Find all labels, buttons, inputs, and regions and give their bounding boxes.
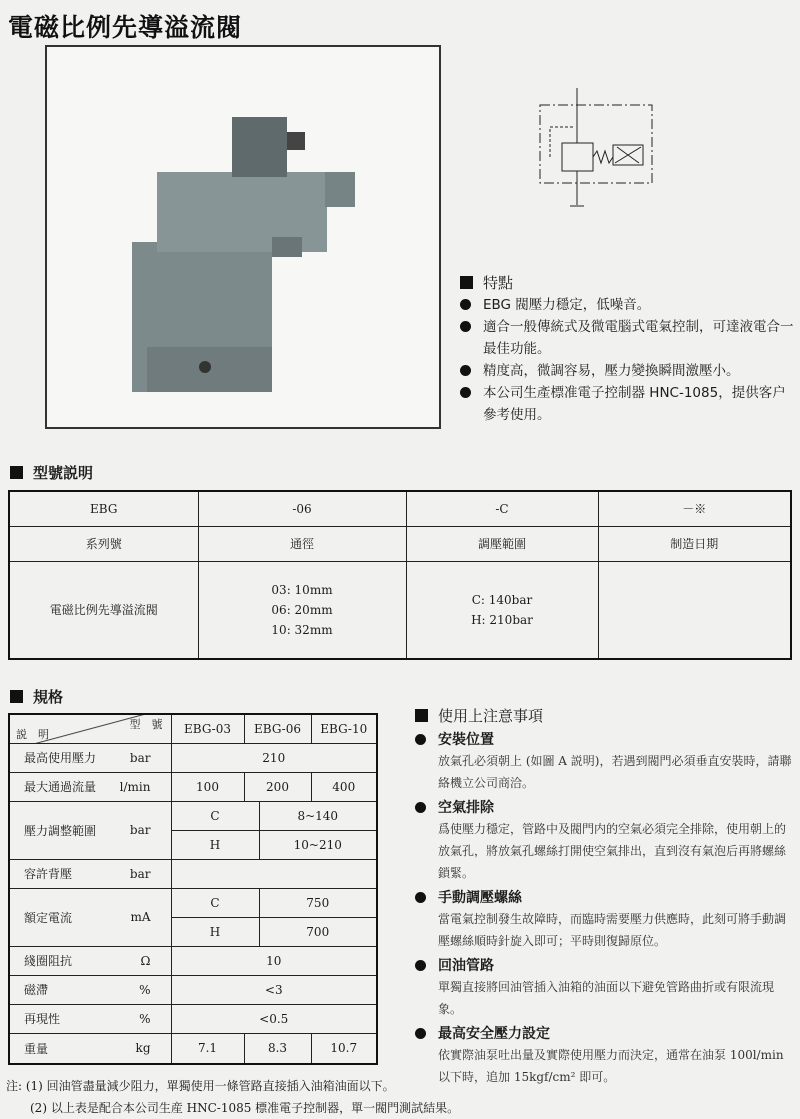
square-bullet-icon xyxy=(10,690,23,703)
cautions-heading: 使用上注意事項 xyxy=(438,707,544,725)
value-cell: 8.3 xyxy=(244,1033,311,1064)
model-header: EBG-03 xyxy=(171,714,244,743)
value-cell: 7.1 xyxy=(171,1033,244,1064)
value-cell xyxy=(171,859,377,888)
desc-cell: 電磁比例先導溢流閥 xyxy=(9,561,198,659)
hydraulic-symbol xyxy=(535,85,660,210)
caution-text: 爲使壓力穩定，管路中及閥門内的空氣必須完全排除，使用朝上的放氣孔，將放氣孔螺絲打開使空氣排出，直到沒有氣泡后再將螺絲鎖緊。 xyxy=(438,822,787,880)
square-bullet-icon xyxy=(10,466,23,479)
code-cell: EBG xyxy=(9,491,198,526)
value-cell: 10.7 xyxy=(311,1033,377,1064)
note-item: (2) 以上表是配合本公司生産 HNC-1085 標准電子控制器，單一閥門測試結果。 xyxy=(30,1101,460,1115)
value-cell: H xyxy=(171,917,259,946)
row-label: 磁滯 xyxy=(9,975,119,1004)
value-cell: 10~210 xyxy=(259,830,377,859)
code-cell: -06 xyxy=(198,491,406,526)
value-cell: 8~140 xyxy=(259,801,377,830)
product-photo xyxy=(45,45,441,429)
sizes-cell: 03: 10mm 06: 20mm 10: 32mm xyxy=(198,561,406,659)
row-unit: kg xyxy=(119,1033,171,1064)
feature-item: 本公司生產標准電子控制器 HNC-1085，提供客户參考使用。 xyxy=(483,385,786,423)
row-label: 再現性 xyxy=(9,1004,119,1033)
square-bullet-icon xyxy=(415,709,428,722)
note-item: 注: (1) 回油管盡量減少阻力，單獨使用一條管路直接插入油箱油面以下。 xyxy=(6,1079,395,1093)
ranges-cell: C: 140bar H: 210bar xyxy=(406,561,598,659)
date-cell xyxy=(598,561,791,659)
spec-heading: 規格 xyxy=(10,686,63,707)
value-cell: 210 xyxy=(171,743,377,772)
value-cell: C xyxy=(171,801,259,830)
row-label: 額定電流 xyxy=(9,888,119,946)
row-unit: % xyxy=(119,975,171,1004)
label-cell: 制造日期 xyxy=(598,526,791,561)
bullet-icon xyxy=(415,734,426,745)
model-table xyxy=(8,490,792,660)
features-section xyxy=(460,272,795,426)
model-heading: 型號説明 xyxy=(10,462,93,483)
row-label: 最高使用壓力 xyxy=(9,743,119,772)
bullet-icon xyxy=(460,387,471,398)
value-cell: <0.5 xyxy=(171,1004,377,1033)
bullet-icon xyxy=(415,892,426,903)
value-cell: 10 xyxy=(171,946,377,975)
bullet-icon xyxy=(460,321,471,332)
bullet-icon xyxy=(460,299,471,310)
row-label: 綫圈阻抗 xyxy=(9,946,119,975)
row-label: 重量 xyxy=(9,1033,119,1064)
square-bullet-icon xyxy=(460,276,473,289)
valve-image xyxy=(47,47,441,429)
caution-text: 單獨直接將回油管插入油箱的油面以下避免管路曲折或有限流現象。 xyxy=(438,980,775,1016)
bullet-icon xyxy=(415,1028,426,1039)
row-unit: % xyxy=(119,1004,171,1033)
features-heading: 特點 xyxy=(483,274,514,292)
spec-table xyxy=(8,713,378,1065)
value-cell: 750 xyxy=(259,888,377,917)
bullet-icon xyxy=(415,960,426,971)
label-cell: 系列號 xyxy=(9,526,198,561)
feature-item: 精度高，微調容易，壓力變換瞬間激壓小。 xyxy=(483,363,740,379)
value-cell: 200 xyxy=(244,772,311,801)
caution-text: 依實際油泵吐出量及實際使用壓力而決定，通常在油泵 100l/min 以下時，追加 15kgf/cm² 即可。 xyxy=(438,1048,784,1084)
row-label: 容許背壓 xyxy=(9,859,119,888)
corner-cell: 型 號 説 明 xyxy=(9,714,171,743)
caution-title: 回油管路 xyxy=(438,958,494,974)
value-cell: 100 xyxy=(171,772,244,801)
value-cell: <3 xyxy=(171,975,377,1004)
caution-title: 手動調壓螺絲 xyxy=(438,890,522,906)
row-unit: l/min xyxy=(119,772,171,801)
code-cell: －※ xyxy=(598,491,791,526)
feature-item: 適合一般傳統式及微電腦式電氣控制，可達液電合一最佳功能。 xyxy=(483,319,794,357)
row-unit: mA xyxy=(119,888,171,946)
caution-text: 當電氣控制發生故障時，而臨時需要壓力供應時，此刻可將手動調壓螺絲順時針旋入即可；平時則復歸原位。 xyxy=(438,912,787,948)
label-cell: 通徑 xyxy=(198,526,406,561)
page-title: 電磁比例先導溢流閥 xyxy=(8,13,243,42)
value-cell: C xyxy=(171,888,259,917)
notes xyxy=(6,1075,459,1119)
model-header: EBG-06 xyxy=(244,714,311,743)
bullet-icon xyxy=(415,802,426,813)
caution-title: 安裝位置 xyxy=(438,732,494,748)
bullet-icon xyxy=(460,365,471,376)
feature-item: EBG 閥壓力穩定，低噪音。 xyxy=(483,297,651,313)
caution-title: 最高安全壓力設定 xyxy=(438,1026,550,1042)
value-cell: 400 xyxy=(311,772,377,801)
value-cell: H xyxy=(171,830,259,859)
cautions-section xyxy=(415,705,795,1088)
row-unit: bar xyxy=(119,743,171,772)
row-unit: Ω xyxy=(119,946,171,975)
code-cell: -C xyxy=(406,491,598,526)
row-label: 最大通過流量 xyxy=(9,772,119,801)
row-unit: bar xyxy=(119,859,171,888)
caution-title: 空氣排除 xyxy=(438,800,494,816)
label-cell: 調壓範圍 xyxy=(406,526,598,561)
caution-text: 放氣孔必須朝上 (如圖 A 説明)，若遇到閥門必須垂直安裝時，請聯絡機立公司商洽。 xyxy=(438,754,792,790)
row-unit: bar xyxy=(119,801,171,859)
value-cell: 700 xyxy=(259,917,377,946)
model-header: EBG-10 xyxy=(311,714,377,743)
row-label: 壓力調整範圍 xyxy=(9,801,119,859)
